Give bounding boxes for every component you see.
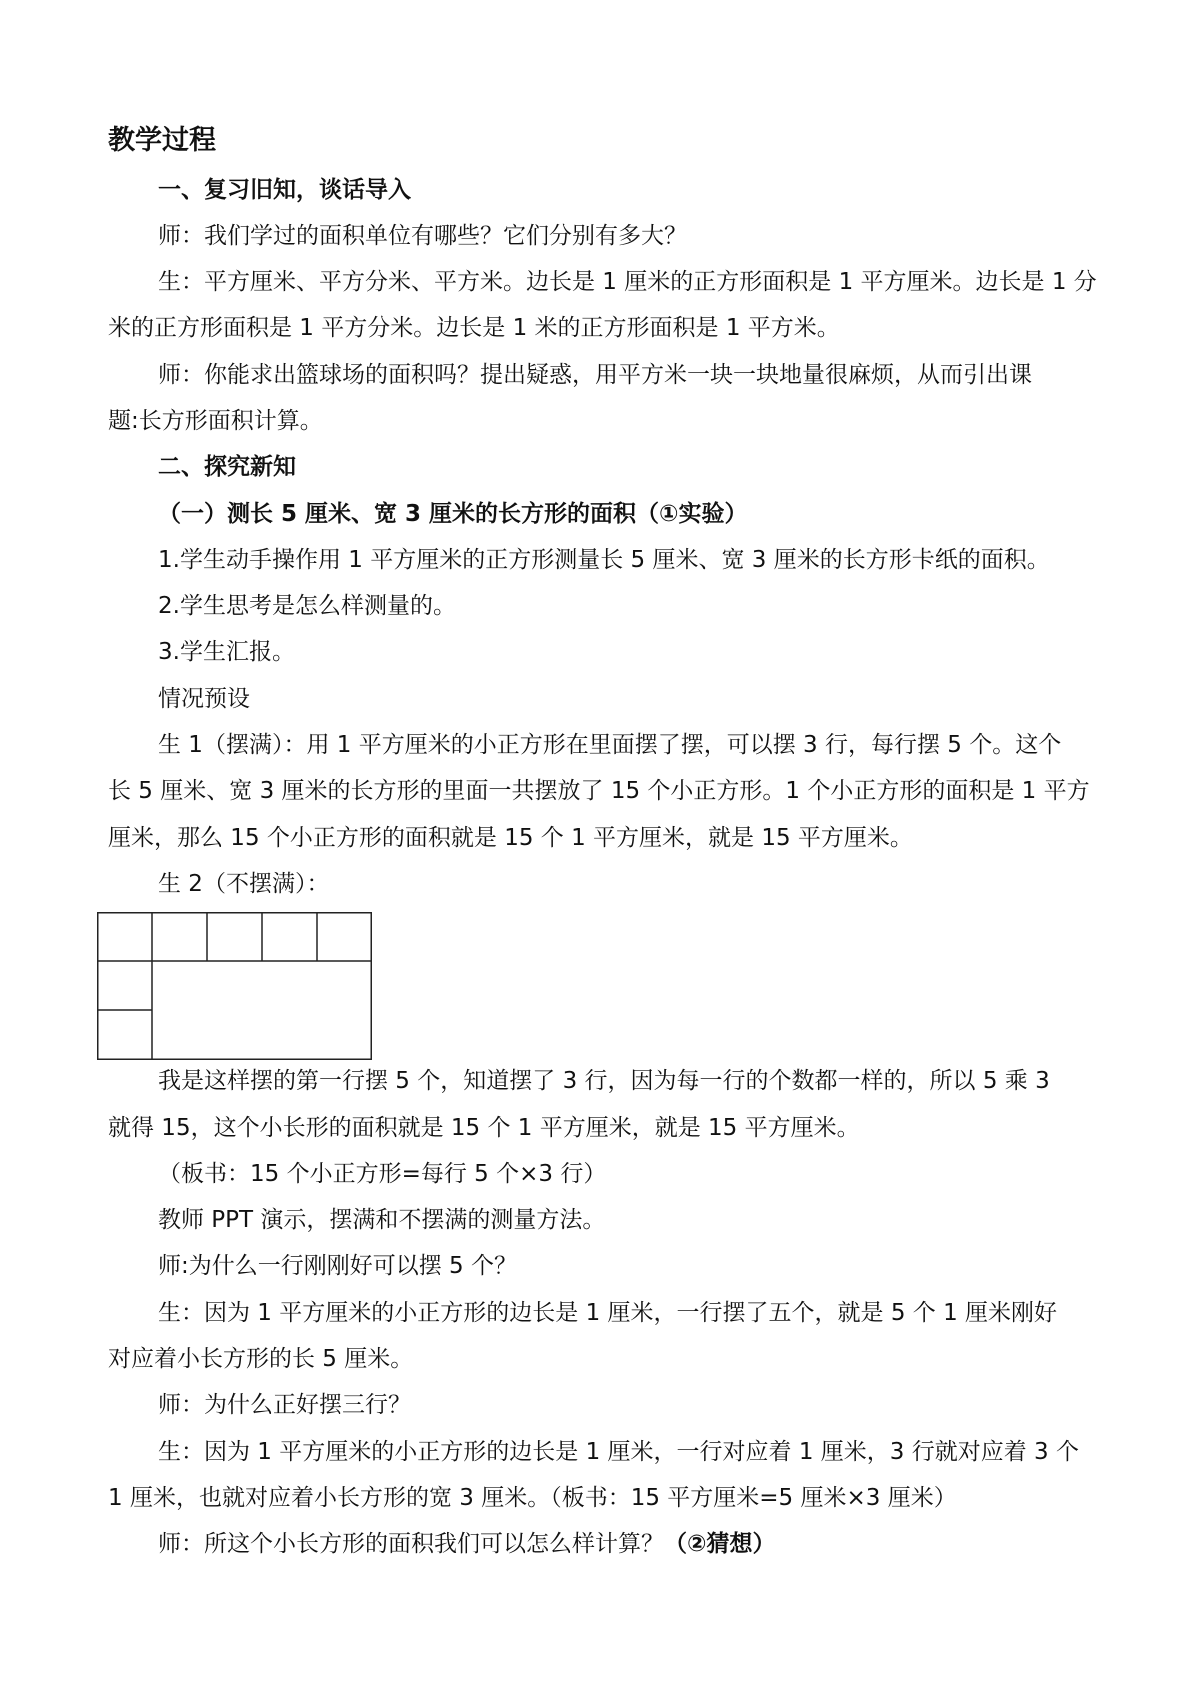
ppt-demo: 教师 PPT 演示，摆满和不摆满的测量方法。: [158, 1207, 606, 1233]
student-why-five-line1: 生：因为 1 平方厘米的小正方形的边长是 1 厘米，一行摆了五个，就是 5 个 1 厘米刚好: [158, 1300, 1058, 1326]
teacher-calc-text: 师：所这个小长方形的面积我们可以怎么样计算？: [158, 1531, 664, 1557]
section2-heading: 二、探究新知: [158, 454, 296, 480]
student1-line1: 生 1（摆满）：用 1 平方厘米的小正方形在里面摆了摆，可以摆 3 行，每行摆 5 个。这个: [158, 732, 1062, 758]
teacher-question-2-line2: 题:长方形面积计算。: [108, 408, 323, 434]
teacher-question-2-line1: 师：你能求出篮球场的面积吗？提出疑惑，用平方米一块一块地量很麻烦，从而引出课: [158, 362, 1032, 388]
scenario-label: 情况预设: [158, 686, 250, 712]
student-answer-1-line2: 米的正方形面积是 1 平方分米。边长是 1 米的正方形面积是 1 平方米。: [108, 315, 840, 341]
step-2: 2.学生思考是怎么样测量的。: [158, 593, 456, 619]
diagram-outer-border: [98, 913, 372, 1060]
step-1: 1.学生动手操作用 1 平方厘米的正方形测量长 5 厘米、宽 3 厘米的长方形卡纸的面积。: [158, 547, 1050, 573]
student1-line3: 厘米，那么 15 个小正方形的面积就是 15 个 1 平方厘米，就是 15 平方厘米。: [108, 825, 913, 851]
student-why-five-line2: 对应着小长方形的长 5 厘米。: [108, 1346, 414, 1372]
guess-tag: （②猜想）: [664, 1531, 776, 1557]
student2-explanation-line1: 我是这样摆的第一行摆 5 个，知道摆了 3 行，因为每一行的个数都一样的，所以 5 乘 3: [158, 1068, 1050, 1094]
teacher-calc-question: [158, 1529, 775, 1559]
teacher-question-1: 师：我们学过的面积单位有哪些？它们分别有多大？: [158, 223, 687, 249]
step-3: 3.学生汇报。: [158, 639, 295, 665]
student2-explanation-line2: 就得 15，这个小长形的面积就是 15 个 1 平方厘米，就是 15 平方厘米。: [108, 1115, 860, 1141]
board-note-1: （板书：15 个小正方形=每行 5 个×3 行）: [158, 1161, 607, 1187]
teacher-why-three: 师：为什么正好摆三行？: [158, 1392, 411, 1418]
student-answer-1-line1: 生：平方厘米、平方分米、平方米。边长是 1 厘米的正方形面积是 1 平方厘米。边长是 1 分: [158, 269, 1097, 295]
student1-line2: 长 5 厘米、宽 3 厘米的长方形的里面一共摆放了 15 个小正方形。1 个小正方形的面积是 1 平方: [108, 778, 1090, 804]
section1-heading: 一、复习旧知，谈话导入: [158, 177, 411, 203]
student-why-three-line1: 生：因为 1 平方厘米的小正方形的边长是 1 厘米，一行对应着 1 厘米，3 行就对应着 3 个: [158, 1439, 1079, 1465]
page-title: 教学过程: [108, 125, 216, 156]
square-arrangement-diagram: [97, 912, 372, 1060]
subsection1-heading: （一）测长 5 厘米、宽 3 厘米的长方形的面积（①实验）: [158, 501, 748, 527]
student-why-three-line2: 1 厘米，也就对应着小长方形的宽 3 厘米。（板书：15 平方厘米=5 厘米×3 厘米）: [108, 1485, 957, 1511]
student2-label: 生 2（不摆满）：: [158, 871, 330, 897]
teacher-why-five: 师:为什么一行刚刚好可以摆 5 个？: [158, 1253, 518, 1279]
